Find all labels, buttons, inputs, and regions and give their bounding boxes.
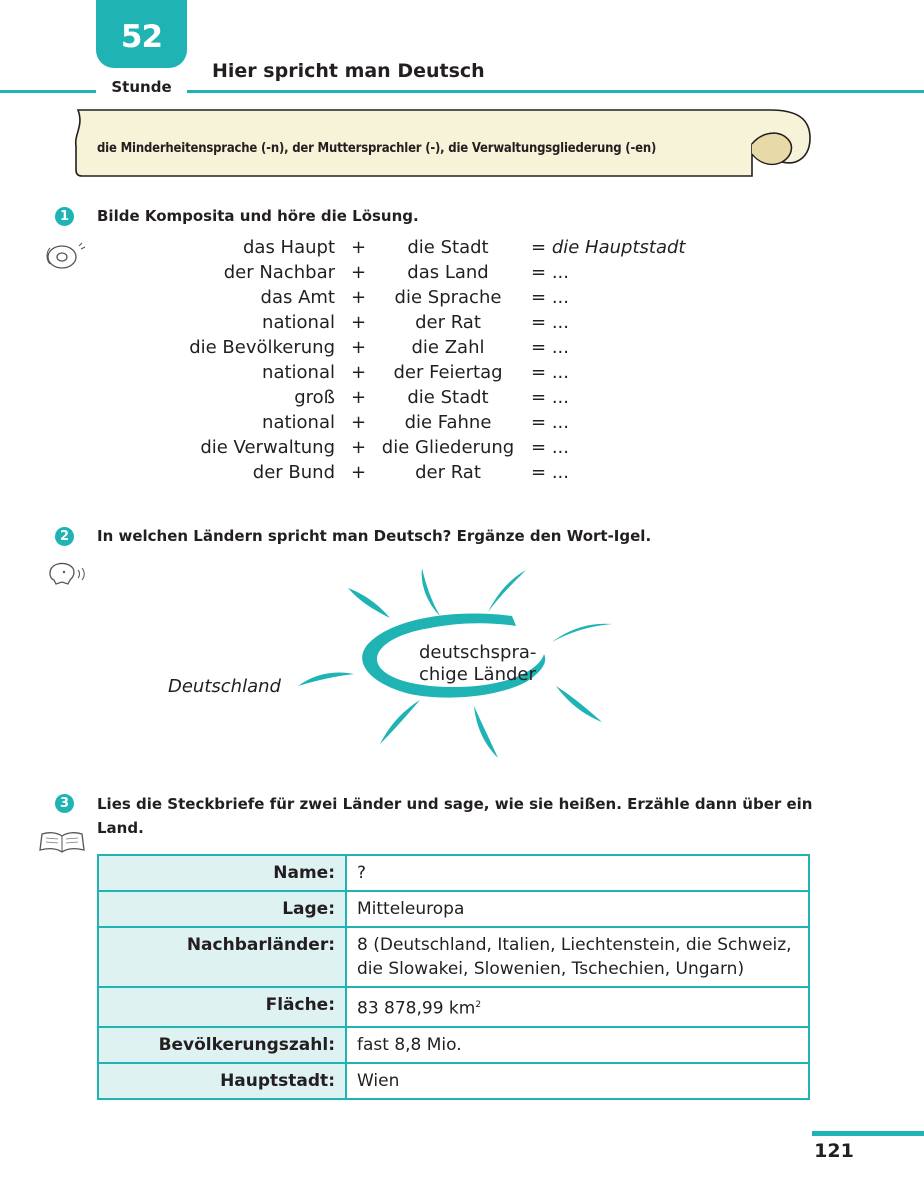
- profile-label: Lage:: [98, 891, 346, 927]
- profile-value: [346, 1063, 809, 1099]
- compound-result: [531, 360, 685, 385]
- vocabulary-list: die Minderheitensprache (-n), der Muttersprachler (-), die Verwaltungsgliederung (-en): [97, 141, 657, 156]
- compound-left-word: der Bund: [252, 462, 335, 483]
- open-book-icon: [38, 828, 86, 856]
- compound-right-word: der Rat: [415, 462, 481, 483]
- exercise-2-title: In welchen Ländern spricht man Deutsch? Ergänze den Wort-Igel.: [97, 527, 652, 545]
- plus-sign: +: [351, 287, 367, 308]
- hedgehog-example-answer: Deutschland: [168, 676, 281, 697]
- compound-left-word: die Bevölkerung: [189, 337, 335, 358]
- compound-result-value: ...: [551, 262, 569, 283]
- profile-value-text: 8 (Deutschland, Italien, Liechtenstein, die Schweiz, die Slowakei, Slowenien, Tschechien, Ungarn): [357, 935, 792, 979]
- exercise-1-title: Bilde Komposita und höre die Lösung.: [97, 207, 419, 225]
- lesson-tab: [96, 0, 187, 68]
- profile-value: [346, 891, 809, 927]
- compound-result: [531, 460, 685, 485]
- plus-sign: +: [351, 337, 367, 358]
- exercise-1-number: 1: [55, 207, 74, 226]
- profile-value: [346, 987, 809, 1027]
- compound-left-word: die Verwaltung: [200, 437, 335, 458]
- profile-value-text: fast 8,8 Mio.: [357, 1034, 462, 1055]
- plus-sign: +: [351, 437, 367, 458]
- equals-sign: =: [531, 412, 547, 433]
- profile-label: Bevölkerungszahl:: [98, 1027, 346, 1063]
- compound-right-word: die Stadt: [407, 237, 489, 258]
- profile-value: [346, 927, 809, 987]
- table-row: [98, 891, 809, 927]
- compound-result-value: ...: [551, 387, 569, 408]
- plus-sign: +: [351, 262, 367, 283]
- equals-sign: =: [531, 262, 547, 283]
- equals-sign: =: [531, 362, 547, 383]
- plus-sign: +: [351, 362, 367, 383]
- equals-sign: =: [531, 287, 547, 308]
- equals-sign: =: [531, 237, 547, 258]
- lesson-label: Stunde: [111, 78, 172, 96]
- compound-right-word: die Fahne: [404, 412, 492, 433]
- compound-result-value: die Hauptstadt: [551, 237, 686, 258]
- compound-result: [531, 410, 685, 435]
- compound-left-word: national: [262, 312, 335, 333]
- profile-value-text: 83 878,99 km: [357, 998, 476, 1019]
- compound-right-word: die Stadt: [407, 387, 489, 408]
- compound-result-value: ...: [551, 437, 569, 458]
- compound-right-word: der Feiertag: [393, 362, 503, 383]
- equals-sign: =: [531, 312, 547, 333]
- plus-sign: +: [351, 412, 367, 433]
- table-row: [98, 987, 809, 1027]
- speaking-head-icon: [44, 558, 88, 588]
- profile-label: Hauptstadt:: [98, 1063, 346, 1099]
- compound-left-word: der Nachbar: [223, 262, 335, 283]
- compound-result: [531, 260, 685, 285]
- compound-left-word: das Haupt: [242, 237, 335, 258]
- superscript: 2: [475, 1000, 482, 1010]
- profile-value-text: ?: [357, 863, 367, 883]
- compound-right-word: das Land: [407, 262, 489, 283]
- table-row: [98, 1063, 809, 1099]
- compound-result-value: ...: [551, 337, 569, 358]
- page-title: Hier spricht man Deutsch: [212, 60, 485, 82]
- compound-left-word: national: [262, 412, 335, 433]
- plus-sign: +: [351, 312, 367, 333]
- compound-result: [531, 235, 685, 260]
- compound-result: [531, 335, 685, 360]
- country-profile-table: [97, 854, 810, 1100]
- plus-sign: +: [351, 462, 367, 483]
- table-row: [98, 855, 809, 891]
- header-rule-right: [187, 90, 924, 93]
- equals-sign: =: [531, 462, 547, 483]
- compound-right-word: die Sprache: [394, 287, 502, 308]
- lesson-number: 52: [120, 19, 163, 55]
- compound-result: [531, 435, 685, 460]
- profile-label: Fläche:: [98, 987, 346, 1027]
- profile-value-text: Mitteleuropa: [357, 899, 465, 919]
- compound-right-word: die Zahl: [411, 337, 485, 358]
- profile-label: Nachbarländer:: [98, 927, 346, 987]
- compound-right-word: der Rat: [415, 312, 481, 333]
- equals-sign: =: [531, 387, 547, 408]
- equals-sign: =: [531, 337, 547, 358]
- compound-result: [531, 285, 685, 310]
- exercise-3-number: 3: [55, 794, 74, 813]
- table-row: [98, 1027, 809, 1063]
- page-number: 121: [814, 1140, 854, 1162]
- header-rule-left: [0, 90, 96, 93]
- profile-label: Name:: [98, 855, 346, 891]
- exercise-2-number: 2: [55, 527, 74, 546]
- compound-left-word: national: [262, 362, 335, 383]
- compound-right-word: die Gliederung: [381, 437, 515, 458]
- profile-value: [346, 1027, 809, 1063]
- table-row: [98, 927, 809, 987]
- compound-result-value: ...: [551, 362, 569, 383]
- compound-result-value: ...: [551, 412, 569, 433]
- compound-result-value: ...: [551, 287, 569, 308]
- compound-result: [531, 310, 685, 335]
- compound-result: [531, 385, 685, 410]
- plus-sign: +: [351, 237, 367, 258]
- profile-value-text: Wien: [357, 1070, 400, 1091]
- compound-left-word: das Amt: [260, 287, 335, 308]
- compound-table: [0, 235, 924, 487]
- hedgehog-center-label: deutschspra- chige Länder: [419, 642, 537, 685]
- compound-result-value: ...: [551, 312, 569, 333]
- profile-value: [346, 855, 809, 891]
- compound-result-value: ...: [551, 462, 569, 483]
- equals-sign: =: [531, 437, 547, 458]
- footer-rule: [812, 1131, 924, 1136]
- exercise-3-title: Lies die Steckbriefe für zwei Länder und sage, wie sie heißen. Erzähle dann über ein Land.: [97, 795, 813, 837]
- compound-left-word: groß: [294, 387, 335, 408]
- plus-sign: +: [351, 387, 367, 408]
